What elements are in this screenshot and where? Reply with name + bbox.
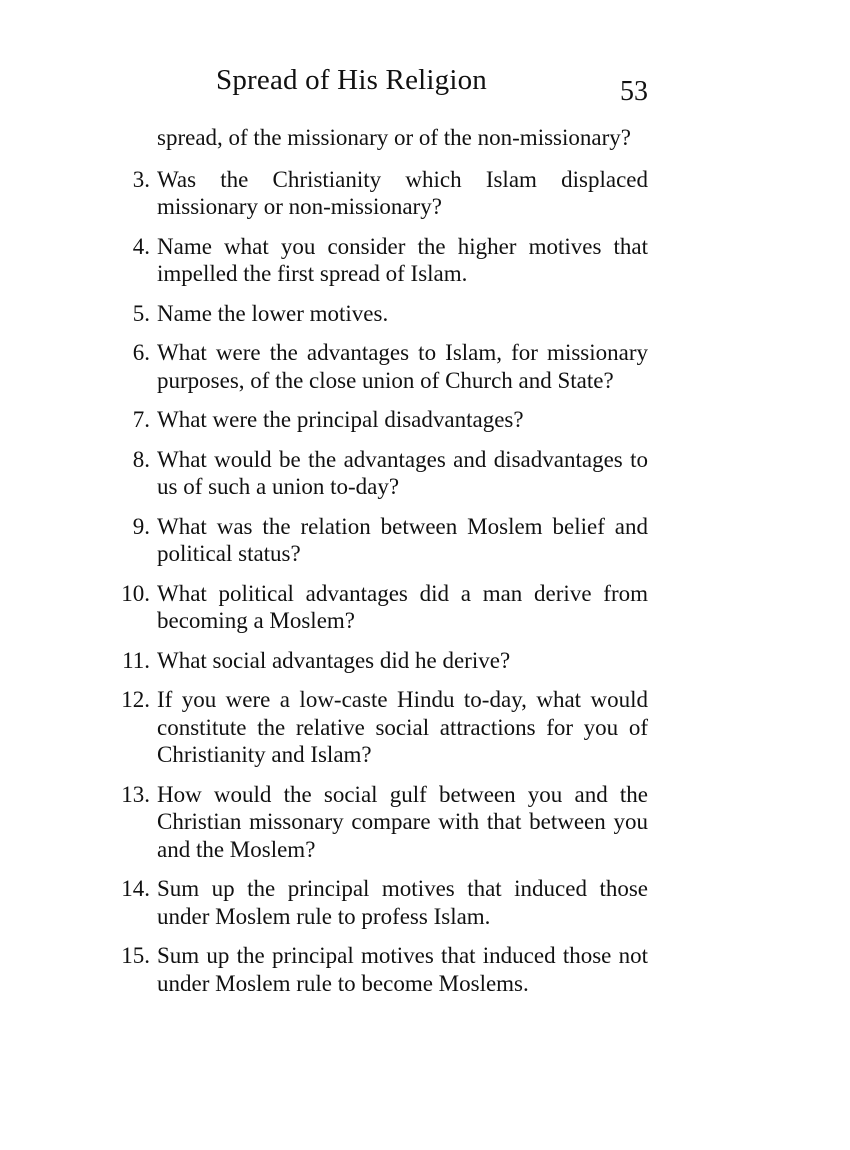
question-text: Sum up the principal motives that induced those under Moslem rule to profess Islam. bbox=[157, 876, 648, 929]
question-number: 15. bbox=[121, 943, 150, 968]
question-text: What were the advantages to Islam, for missionary purposes, of the close union of Church and State? bbox=[157, 340, 648, 393]
question-number: 10. bbox=[121, 580, 150, 606]
question-text: What were the principal disadvantages? bbox=[157, 407, 524, 432]
list-item bbox=[100, 166, 648, 221]
question-list bbox=[100, 124, 648, 1009]
list-item bbox=[100, 339, 648, 394]
question-number: 3. bbox=[132, 166, 150, 192]
question-number: 4. bbox=[132, 233, 150, 259]
question-number: 8. bbox=[132, 446, 150, 472]
list-item bbox=[100, 513, 648, 568]
list-item bbox=[100, 300, 648, 328]
question-text: What social advantages did he derive? bbox=[157, 647, 511, 673]
question-number: 11. bbox=[122, 647, 150, 673]
list-item bbox=[100, 406, 648, 434]
continued-text: spread, of the missionary or of the non-missionary? bbox=[157, 125, 631, 150]
question-number: 14. bbox=[121, 876, 150, 901]
list-item bbox=[100, 686, 648, 769]
question-number: 12. bbox=[121, 687, 150, 712]
list-item bbox=[100, 647, 648, 675]
list-item bbox=[100, 446, 648, 501]
list-item bbox=[100, 942, 648, 997]
page-number: 53 bbox=[620, 76, 648, 107]
question-number: 5. bbox=[132, 300, 150, 326]
question-text: What political advantages did a man derive from becoming a Moslem? bbox=[157, 580, 648, 633]
list-item bbox=[100, 233, 648, 288]
question-text: How would the social gulf between you and the Christian missonary compare with that between you and the Moslem? bbox=[157, 781, 648, 862]
question-number: 6. bbox=[132, 340, 150, 365]
continued-paragraph bbox=[100, 124, 648, 152]
running-head: Spread of His Religion bbox=[216, 64, 488, 96]
question-text: What was the relation between Moslem belief and political status? bbox=[157, 513, 648, 566]
list-item bbox=[100, 781, 648, 864]
question-text: If you were a low-caste Hindu to-day, what would constitute the relative social attractions for you of Christianity and Islam? bbox=[157, 687, 648, 767]
question-number: 13. bbox=[121, 781, 150, 807]
question-number: 9. bbox=[132, 513, 150, 539]
question-text: Sum up the principal motives that induced those not under Moslem rule to become Moslems. bbox=[157, 943, 648, 996]
list-item bbox=[100, 875, 648, 930]
question-text: Name the lower motives. bbox=[157, 300, 389, 326]
question-text: Was the Christianity which Islam displaced missionary or non-missionary? bbox=[157, 166, 648, 219]
question-number: 7. bbox=[132, 407, 150, 432]
question-text: Name what you consider the higher motives that impelled the first spread of Islam. bbox=[157, 233, 648, 286]
list-item bbox=[100, 580, 648, 635]
question-text: What would be the advantages and disadvantages to us of such a union to-day? bbox=[157, 446, 648, 499]
